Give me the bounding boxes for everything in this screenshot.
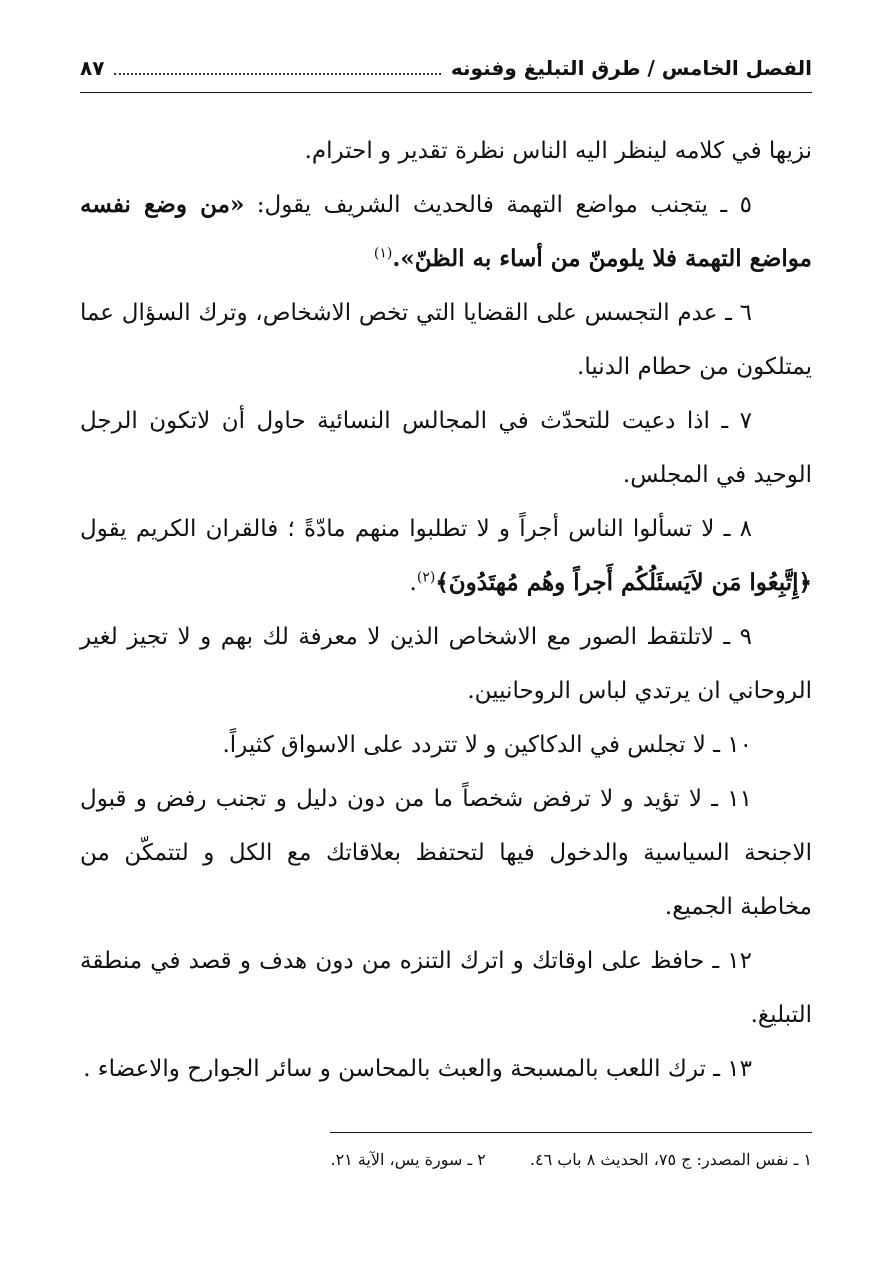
quran-quote: ﴿إِتَّبِعُوا مَن لاَيَسئَلُكُم أَجراً وهُم مُهتَدُونَ﴾ — [435, 569, 812, 596]
paragraph-text: نزيها في كلامه لينظر اليه الناس نظرة تقدير و احترام. — [304, 138, 812, 164]
footnotes — [240, 1150, 812, 1182]
paragraph-text: ٨ ـ لا تسألوا الناس أجراً و لا تطلبوا منهم مادّةً ؛ فالقران الكريم يقول — [80, 516, 752, 542]
footnote-2: ٢ ـ سورة يس، الآية ٢١. — [330, 1150, 486, 1169]
page-header — [80, 46, 812, 90]
paragraph-text: ٦ ـ عدم التجسس على القضايا التي تخص الاشخاص، وترك السؤال عما يمتلكون من حطام الدنيا. — [80, 300, 812, 380]
list-item-11 — [80, 772, 812, 934]
footnote-rule — [330, 1132, 812, 1133]
footnote-ref-2: (٢) — [416, 569, 436, 586]
list-item-7 — [80, 394, 812, 502]
paragraph-continuation — [80, 124, 812, 178]
paragraph-text: ٧ ـ اذا دعيت للتحدّث في المجالس النسائية حاول أن لاتكون الرجل الوحيد في المجلس. — [80, 408, 812, 488]
running-head: الفصل الخامس / طرق التبليغ وفنونه — [450, 56, 812, 80]
paragraph-text: ١٠ ـ لا تجلس في الدكاكين و لا تتردد على الاسواق كثيراً. — [222, 732, 752, 758]
footnote-1: ١ ـ نفس المصدر: ج ٧٥، الحديث ٨ باب ٤٦. — [529, 1150, 812, 1169]
list-item-8 — [80, 502, 812, 610]
header-rule — [80, 92, 812, 93]
paragraph-text: ٩ ـ لاتلتقط الصور مع الاشخاص الذين لا معرفة لك بهم و لا تجيز لغير الروحاني ان يرتدي لباس الروحانيين. — [80, 624, 812, 704]
list-item-13 — [80, 1042, 812, 1096]
list-item-12 — [80, 934, 812, 1042]
page-number: ٨٧ — [80, 56, 105, 80]
paragraph-text: ١١ ـ لا تؤيد و لا ترفض شخصاً ما من دون دليل و تجنب رفض و قبول الاجنحة السياسية والدخول فيها لتحتفظ بعلاقاتك مع الكل و لتتمكّن من مخاطبة الجميع. — [80, 786, 812, 920]
dotted-leader — [114, 73, 440, 75]
footnote-ref-1: (١) — [373, 245, 393, 262]
body-text — [80, 124, 812, 1096]
paragraph-text: ١٣ ـ ترك اللعب بالمسبحة والعبث بالمحاسن و سائر الجوارح والاعضاء . — [83, 1056, 752, 1082]
list-item-6 — [80, 286, 812, 394]
hadith-quote: «من وضع نفسه مواضع التهمة فلا يلومنّ من أساء به الظنّ». — [80, 191, 812, 272]
list-item-10 — [80, 718, 812, 772]
list-item-9 — [80, 610, 812, 718]
paragraph-end: . — [409, 570, 417, 596]
paragraph-text: ١٢ ـ حافظ على اوقاتك و اترك التنزه من دون هدف و قصد في منطقة التبليغ. — [80, 948, 812, 1028]
list-item-5 — [80, 178, 812, 286]
paragraph-text: ٥ ـ يتجنب مواضع التهمة فالحديث الشريف يقول: — [244, 192, 753, 218]
